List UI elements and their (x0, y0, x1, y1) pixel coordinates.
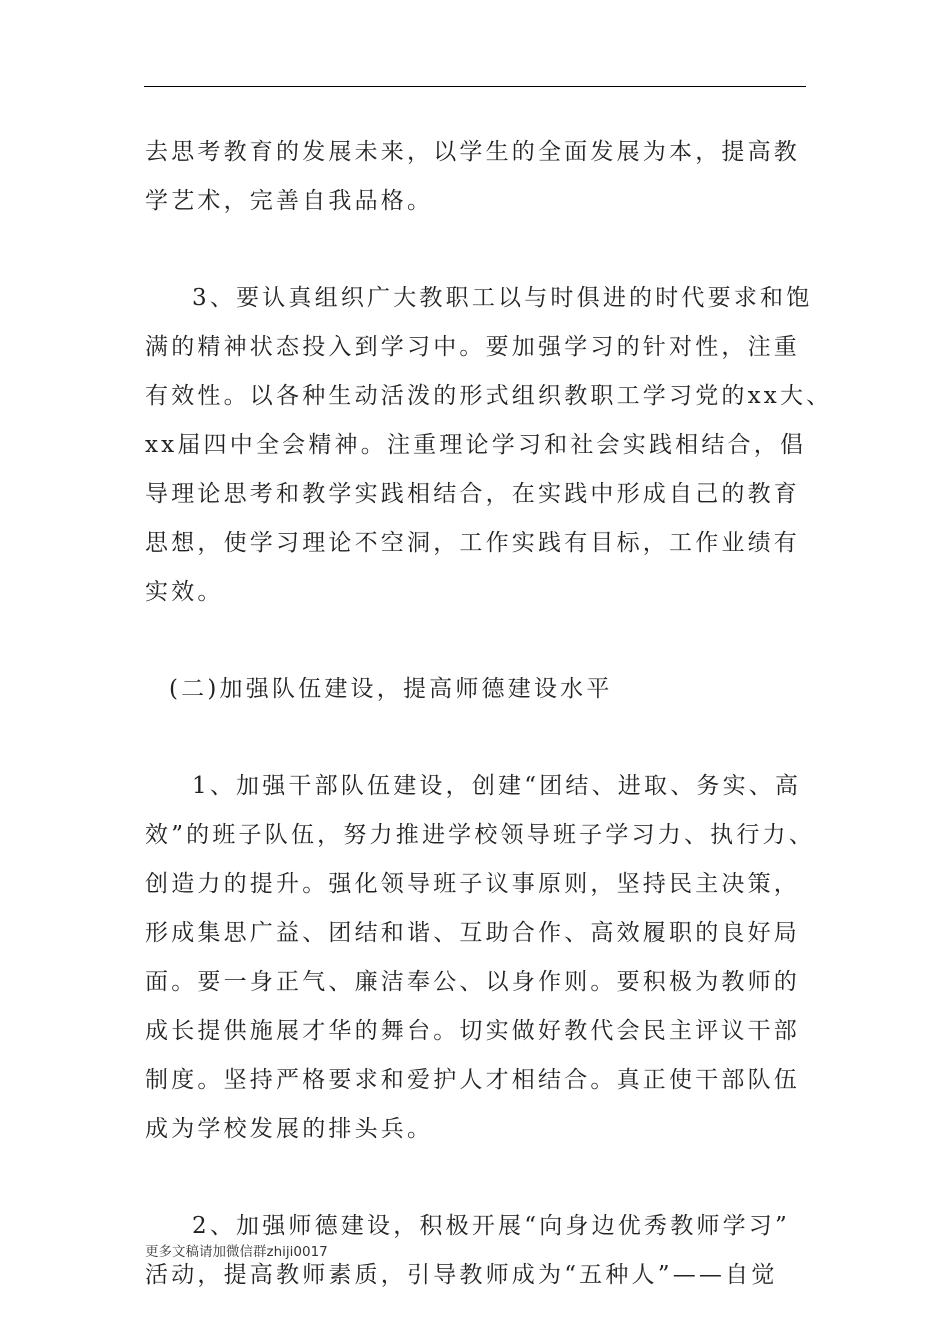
text-line: 去思考教育的发展未来，以学生的全面发展为本，提高教 (145, 139, 800, 165)
text-line: (二)加强队伍建设，提高师德建设水平 (169, 676, 613, 702)
text-line: 1、加强干部队伍建设，创建“团结、进取、务实、高 (192, 773, 802, 799)
header-rule (144, 86, 806, 87)
text-line: 实效。 (145, 579, 224, 605)
section-heading (145, 665, 807, 714)
text-line: 有效性。以各种生动活泼的形式组织教职工学习党的xx大、 (145, 383, 833, 409)
text-line: 满的精神状态投入到学习中。要加强学习的针对性，注重 (145, 334, 800, 360)
document-body (145, 128, 833, 1300)
text-line: 效”的班子队伍，努力推进学校领导班子学习力、执行力、 (145, 822, 815, 848)
text-line: 形成集思广益、团结和谐、互助合作、高效履职的良好局 (145, 920, 800, 946)
text-line: 导理论思考和教学实践相结合，在实践中形成自己的教育 (145, 481, 800, 507)
text-line: 3、要认真组织广大教职工以与时俱进的时代要求和饱 (192, 285, 813, 311)
text-line: xx届四中全会精神。注重理论学习和社会实践相结合，倡 (145, 432, 807, 458)
text-line: 面。要一身正气、廉洁奉公、以身作则。要积极为教师的 (145, 969, 800, 995)
text-line: 成为学校发展的排头兵。 (145, 1116, 434, 1142)
text-line: 活动，提高教师素质，引导教师成为“五种人”——自觉 (145, 1262, 778, 1288)
paragraph (145, 762, 815, 1154)
paragraph (145, 274, 833, 617)
paragraph (145, 128, 807, 226)
text-line: 思想，使学习理论不空洞，工作实践有目标，工作业绩有 (145, 530, 800, 556)
text-line: 成长提供施展才华的舞台。切实做好教代会民主评议干部 (145, 1018, 800, 1044)
text-line: 学艺术，完善自我品格。 (145, 188, 434, 214)
text-line: 创造力的提升。强化领导班子议事原则，坚持民主决策， (145, 871, 800, 897)
text-line: 制度。坚持严格要求和爱护人才相结合。真正使干部队伍 (145, 1067, 800, 1093)
footer-note: 更多文稿请加微信群zhiji0017 (145, 1244, 328, 1260)
text-line: 2、加强师德建设，积极开展“向身边优秀教师学习” (192, 1213, 790, 1239)
